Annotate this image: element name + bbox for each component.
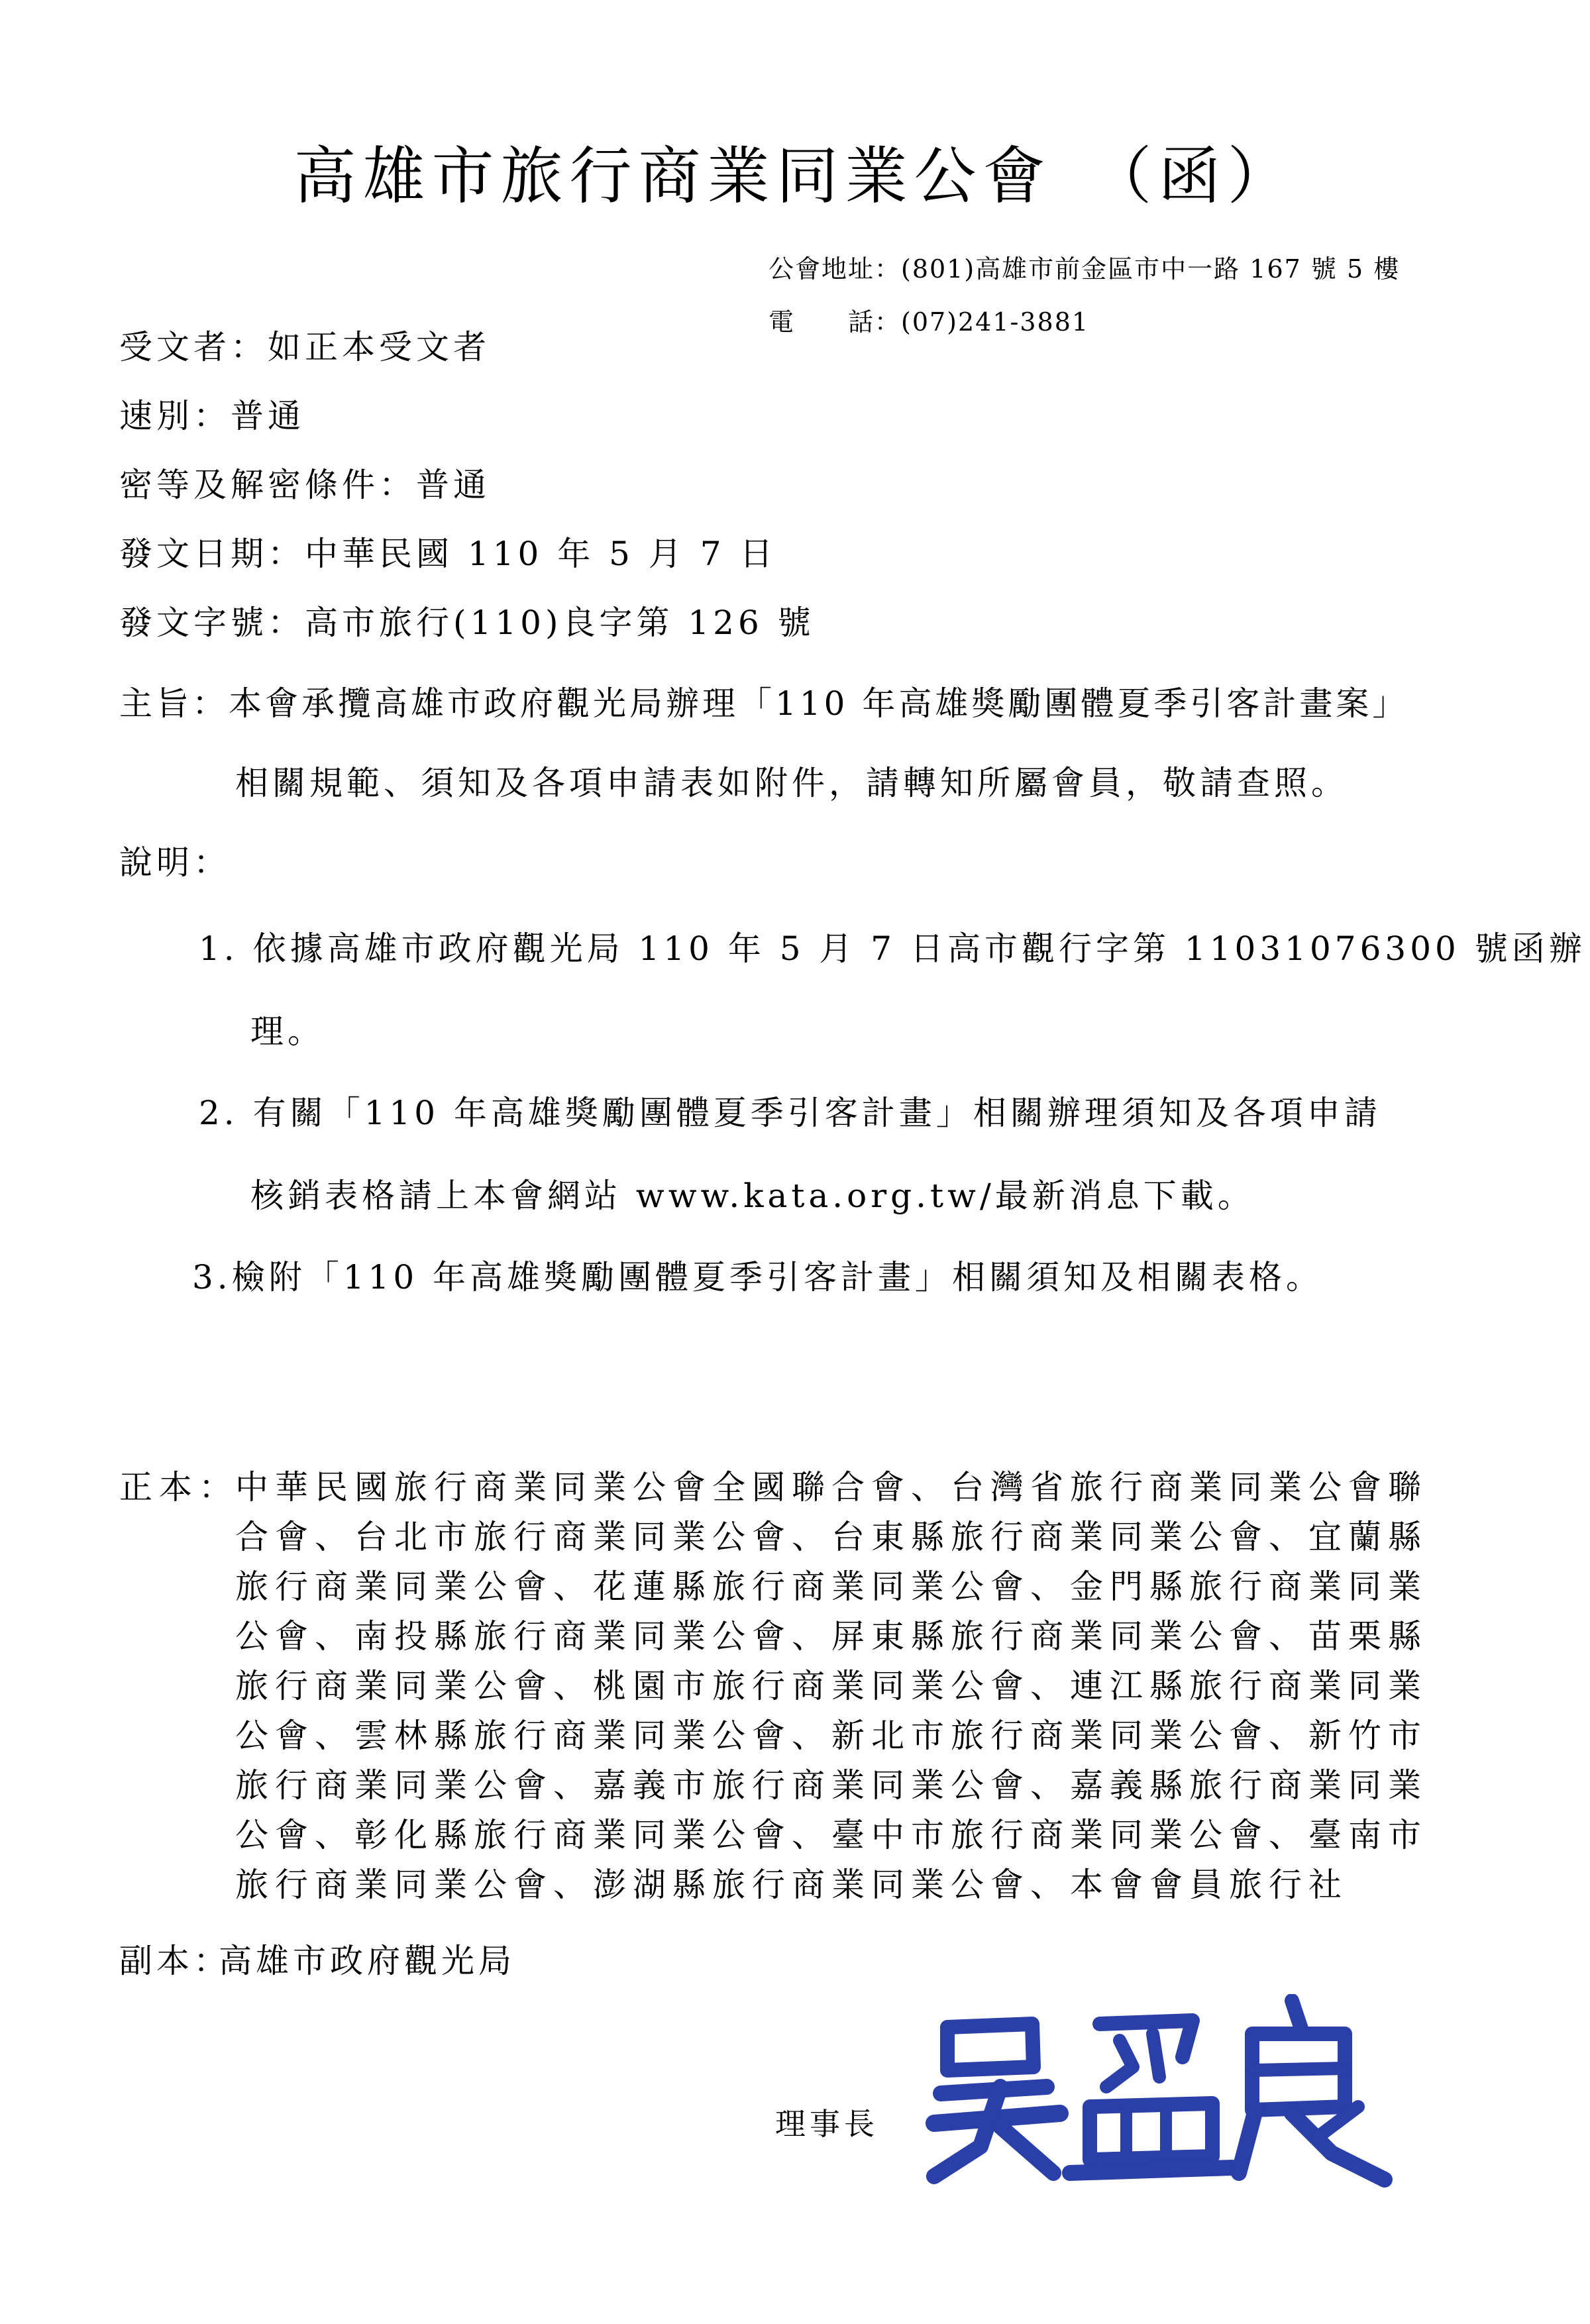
copy-recipients-label: 副本：	[119, 1942, 231, 1980]
explanation-item-2-line-2: 核銷表格請上本會網站 www.kata.org.tw/最新消息下載。	[250, 1177, 1255, 1215]
copy-recipients: 高雄市政府觀光局	[219, 1942, 515, 1980]
association-phone: 電 話：(07)241-3881	[768, 307, 1090, 337]
chairman-label: 理事長	[775, 2106, 878, 2142]
signature-strokes	[921, 1994, 1398, 2193]
original-recipients-label: 正本：	[119, 1468, 238, 1506]
explanation-item-1-line-2: 理。	[250, 1012, 325, 1051]
original-recipients-line: 旅行商業同業公會、花蓮縣旅行商業同業公會、金門縣旅行商業同業	[235, 1567, 1428, 1606]
original-recipients-line: 公會、南投縣旅行商業同業公會、屏東縣旅行商業同業公會、苗栗縣	[235, 1617, 1428, 1656]
recipient-field: 受文者：如正本受文者	[119, 328, 490, 366]
explanation-item-1-line-1: 1. 依據高雄市政府觀光局 110 年 5 月 7 日高市觀行字第 11031076300 號函辦	[199, 929, 1586, 968]
document-number-field: 發文字號：高市旅行(110)良字第 126 號	[119, 604, 815, 642]
explanation-item-3: 3.檢附「110 年高雄獎勵團體夏季引客計畫」相關須知及相關表格。	[192, 1258, 1324, 1296]
original-recipients-line: 公會、彰化縣旅行商業同業公會、臺中市旅行商業同業公會、臺南市	[235, 1816, 1428, 1854]
document-title: 高雄市旅行商業同業公會 （函）	[293, 140, 1297, 213]
original-recipients-line: 合會、台北市旅行商業同業公會、台東縣旅行商業同業公會、宜蘭縣	[235, 1518, 1428, 1556]
explanation-label: 說明：	[119, 843, 231, 882]
explanation-item-2-line-1: 2. 有關「110 年高雄獎勵團體夏季引客計畫」相關辦理須知及各項申請	[199, 1094, 1381, 1132]
original-recipients-line: 公會、雲林縣旅行商業同業公會、新北市旅行商業同業公會、新竹市	[235, 1717, 1428, 1755]
original-recipients-line: 旅行商業同業公會、桃園市旅行商業同業公會、連江縣旅行商業同業	[235, 1667, 1428, 1705]
subject-line-2: 相關規範、須知及各項申請表如附件，請轉知所屬會員，敬請查照。	[235, 764, 1348, 802]
association-address: 公會地址：(801)高雄市前金區市中一路 167 號 5 樓	[768, 254, 1401, 284]
issue-date-field: 發文日期：中華民國 110 年 5 月 7 日	[119, 535, 777, 573]
subject-line-1: 主旨：本會承攬高雄市政府觀光局辦理「110 年高雄獎勵團體夏季引客計畫案」	[119, 684, 1409, 723]
original-recipients-line: 旅行商業同業公會、嘉義市旅行商業同業公會、嘉義縣旅行商業同業	[235, 1766, 1428, 1805]
original-recipients-line: 旅行商業同業公會、澎湖縣旅行商業同業公會、本會會員旅行社	[235, 1866, 1348, 1904]
chairman-signature	[921, 1994, 1398, 2195]
speed-field: 速別：普通	[119, 397, 305, 435]
original-recipients-line: 中華民國旅行商業同業公會全國聯合會、台灣省旅行商業同業公會聯	[235, 1468, 1428, 1506]
secrecy-field: 密等及解密條件：普通	[119, 466, 490, 504]
